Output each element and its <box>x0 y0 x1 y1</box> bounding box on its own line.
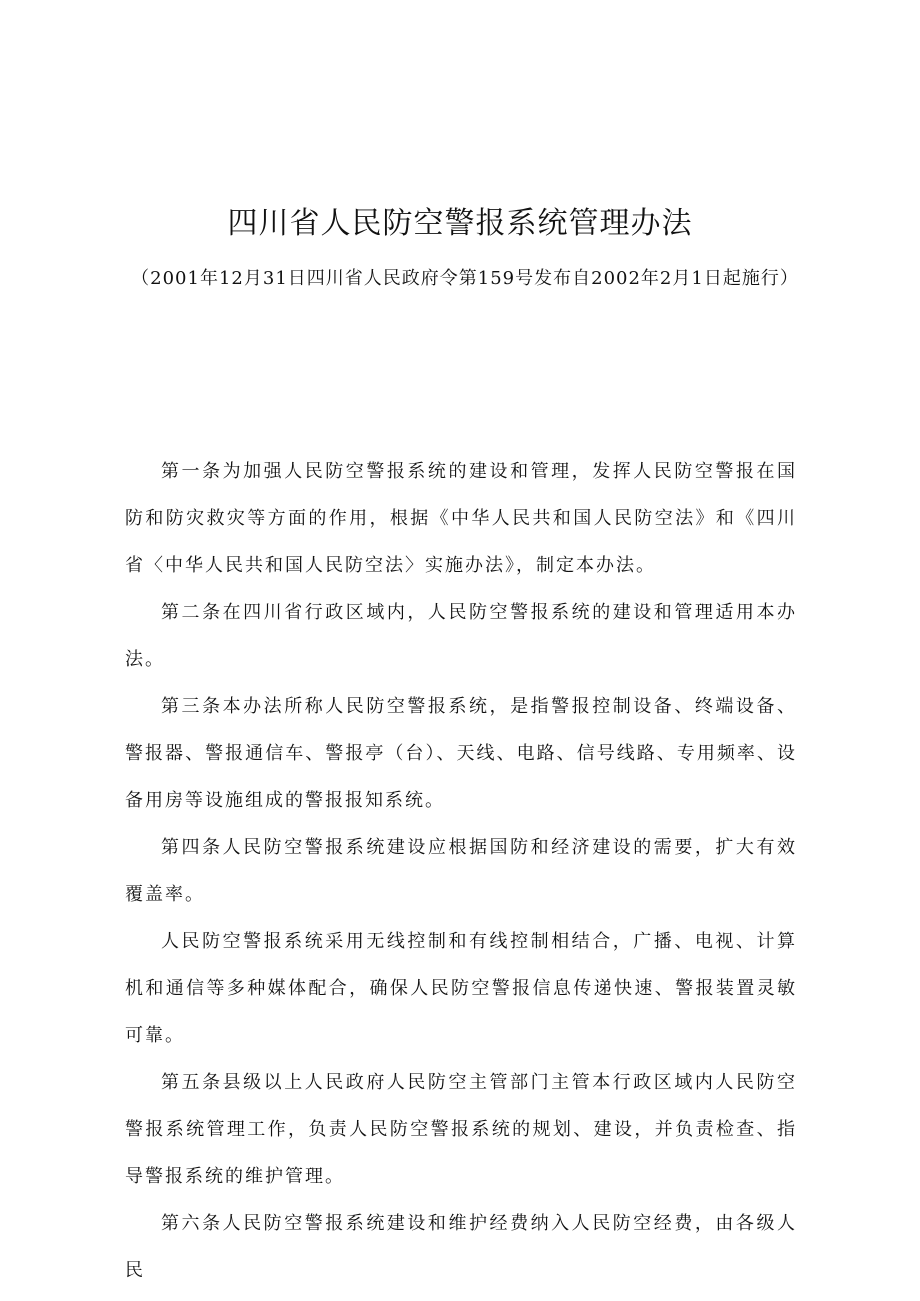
article-3-paragraph: 第三条本办法所称人民防空警报系统，是指警报控制设备、终端设备、警报器、警报通信车、警报亭（台）、天线、电路、信号线路、专用频率、设备用房等设施组成的警报报知系统。 <box>125 696 797 811</box>
article-2-paragraph: 第二条在四川省行政区域内，人民防空警报系统的建设和管理适用本办法。 <box>125 602 797 670</box>
document-subtitle: （2001年12月31日四川省人民政府令第159号发布自2002年2月1日起施行） <box>131 268 799 289</box>
article-6-paragraph: 第六条人民防空警报系统建设和维护经费纳入人民防空经费，由各级人民 <box>125 1213 797 1281</box>
article-1-paragraph: 第一条为加强人民防空警报系统的建设和管理，发挥人民防空警报在国防和防灾救灾等方面的作用，根据《中华人民共和国人民防空法》和《四川省〈中华人民共和国人民防空法〉实施办法》，制定本办法。 <box>125 461 797 576</box>
article-4-paragraph: 第四条人民防空警报系统建设应根据国防和经济建设的需要，扩大有效覆盖率。 <box>125 837 797 905</box>
article-4-continuation-paragraph: 人民防空警报系统采用无线控制和有线控制相结合，广播、电视、计算机和通信等多种媒体配合，确保人民防空警报信息传递快速、警报装置灵敏可靠。 <box>125 931 797 1046</box>
article-5-paragraph: 第五条县级以上人民政府人民防空主管部门主管本行政区域内人民防空警报系统管理工作，负责人民防空警报系统的规划、建设，并负责检查、指导警报系统的维护管理。 <box>125 1072 797 1187</box>
document-title: 四川省人民防空警报系统管理办法 <box>227 206 693 241</box>
document-body <box>125 448 797 1294</box>
